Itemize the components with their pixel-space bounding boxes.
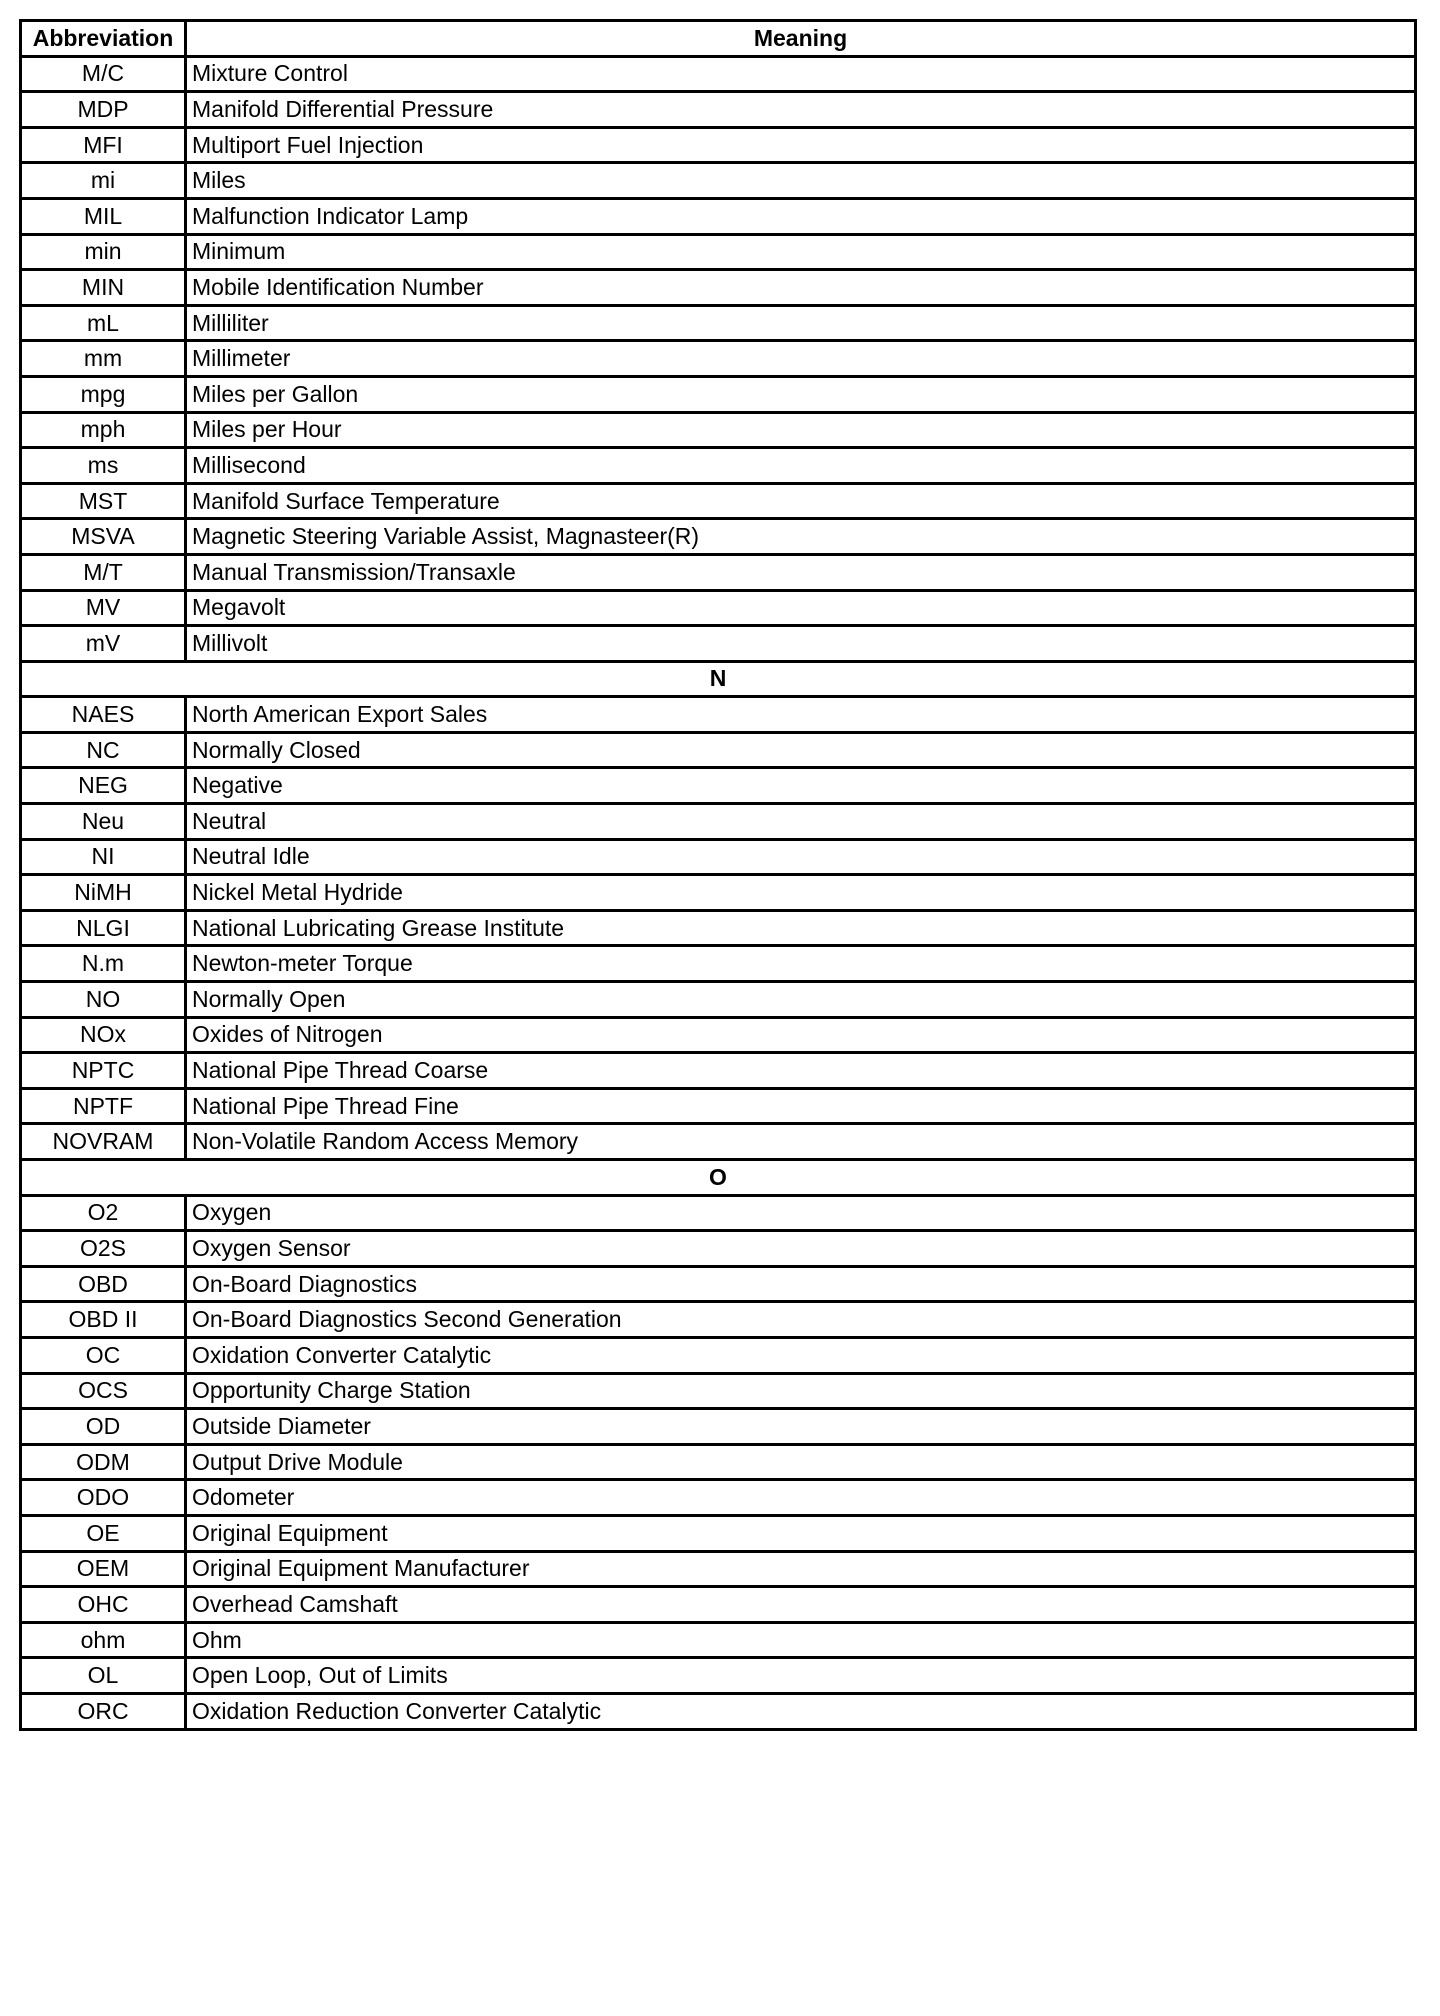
column-header-abbreviation: Abbreviation [21,21,186,57]
table-row [21,305,1416,341]
meaning-cell: Minimum [186,234,1416,270]
abbreviation-cell: NLGI [21,910,186,946]
abbreviation-cell: NAES [21,697,186,733]
table-row [21,554,1416,590]
abbreviation-cell: M/T [21,554,186,590]
abbreviation-cell: ms [21,448,186,484]
table-row [21,1195,1416,1231]
table-row [21,412,1416,448]
table-row [21,1409,1416,1445]
table-row [21,270,1416,306]
section-header-row [21,661,1416,697]
meaning-cell: Oxygen Sensor [186,1231,1416,1267]
abbreviation-cell: MST [21,483,186,519]
table-row [21,1587,1416,1623]
meaning-cell: Miles per Hour [186,412,1416,448]
meaning-cell: On-Board Diagnostics Second Generation [186,1302,1416,1338]
meaning-cell: Negative [186,768,1416,804]
meaning-cell: Manual Transmission/Transaxle [186,554,1416,590]
table-row [21,1124,1416,1160]
table-row [21,1444,1416,1480]
abbreviation-cell: O2 [21,1195,186,1231]
table-row [21,1017,1416,1053]
meaning-cell: Normally Open [186,982,1416,1018]
abbreviation-cell: mi [21,163,186,199]
meaning-cell: Ohm [186,1622,1416,1658]
meaning-cell: Original Equipment Manufacturer [186,1551,1416,1587]
meaning-cell: Millisecond [186,448,1416,484]
table-row [21,92,1416,128]
meaning-cell: Normally Closed [186,732,1416,768]
abbreviation-table-container [19,19,1417,1731]
meaning-cell: Mixture Control [186,56,1416,92]
header-row [21,21,1416,57]
meaning-cell: Output Drive Module [186,1444,1416,1480]
abbreviation-cell: OL [21,1658,186,1694]
abbreviation-cell: OHC [21,1587,186,1623]
meaning-cell: Millivolt [186,626,1416,662]
table-header [21,21,1416,57]
section-header-letter: N [21,661,1416,697]
abbreviation-cell: OBD II [21,1302,186,1338]
meaning-cell: Millimeter [186,341,1416,377]
abbreviation-cell: mph [21,412,186,448]
abbreviation-cell: ORC [21,1693,186,1729]
abbreviation-cell: NPTF [21,1088,186,1124]
meaning-cell: Multiport Fuel Injection [186,127,1416,163]
section-header-letter: O [21,1160,1416,1196]
abbreviation-cell: O2S [21,1231,186,1267]
table-row [21,1658,1416,1694]
abbreviation-cell: MV [21,590,186,626]
meaning-cell: Oxides of Nitrogen [186,1017,1416,1053]
table-row [21,626,1416,662]
meaning-cell: Oxygen [186,1195,1416,1231]
table-row [21,56,1416,92]
abbreviation-cell: mV [21,626,186,662]
abbreviation-cell: OC [21,1337,186,1373]
abbreviation-cell: NEG [21,768,186,804]
table-row [21,804,1416,840]
table-row [21,1480,1416,1516]
meaning-cell: Manifold Surface Temperature [186,483,1416,519]
meaning-cell: Manifold Differential Pressure [186,92,1416,128]
abbreviation-cell: NPTC [21,1053,186,1089]
abbreviation-cell: MIN [21,270,186,306]
table-row [21,590,1416,626]
table-row [21,1515,1416,1551]
meaning-cell: Nickel Metal Hydride [186,875,1416,911]
meaning-cell: Oxidation Converter Catalytic [186,1337,1416,1373]
table-row [21,697,1416,733]
meaning-cell: Original Equipment [186,1515,1416,1551]
abbreviation-cell: MIL [21,198,186,234]
table-row [21,1551,1416,1587]
abbreviation-cell: NO [21,982,186,1018]
table-row [21,483,1416,519]
column-header-meaning: Meaning [186,21,1416,57]
table-row [21,910,1416,946]
table-row [21,1302,1416,1338]
table-row [21,1231,1416,1267]
meaning-cell: Non-Volatile Random Access Memory [186,1124,1416,1160]
meaning-cell: National Pipe Thread Fine [186,1088,1416,1124]
table-row [21,1266,1416,1302]
abbreviation-cell: mL [21,305,186,341]
table-row [21,1337,1416,1373]
table-row [21,1693,1416,1729]
meaning-cell: Neutral [186,804,1416,840]
table-row [21,198,1416,234]
meaning-cell: Opportunity Charge Station [186,1373,1416,1409]
abbreviation-cell: NI [21,839,186,875]
meaning-cell: Odometer [186,1480,1416,1516]
table-row [21,163,1416,199]
section-header-row [21,1160,1416,1196]
abbreviation-cell: MSVA [21,519,186,555]
table-row [21,1622,1416,1658]
abbreviation-cell: OCS [21,1373,186,1409]
abbreviation-cell: mpg [21,376,186,412]
abbreviation-cell: OE [21,1515,186,1551]
table-row [21,946,1416,982]
meaning-cell: Malfunction Indicator Lamp [186,198,1416,234]
meaning-cell: Miles [186,163,1416,199]
table-row [21,127,1416,163]
abbreviation-cell: MFI [21,127,186,163]
table-row [21,839,1416,875]
abbreviation-cell: NC [21,732,186,768]
abbreviation-cell: NiMH [21,875,186,911]
table-row [21,519,1416,555]
table-row [21,982,1416,1018]
abbreviation-table [19,19,1417,1731]
table-row [21,732,1416,768]
abbreviation-cell: ohm [21,1622,186,1658]
table-row [21,768,1416,804]
abbreviation-cell: MDP [21,92,186,128]
meaning-cell: Milliliter [186,305,1416,341]
meaning-cell: National Pipe Thread Coarse [186,1053,1416,1089]
table-row [21,234,1416,270]
table-row [21,341,1416,377]
meaning-cell: Neutral Idle [186,839,1416,875]
meaning-cell: On-Board Diagnostics [186,1266,1416,1302]
table-row [21,1373,1416,1409]
meaning-cell: National Lubricating Grease Institute [186,910,1416,946]
table-row [21,1053,1416,1089]
table-row [21,376,1416,412]
meaning-cell: Magnetic Steering Variable Assist, Magnasteer(R) [186,519,1416,555]
meaning-cell: Miles per Gallon [186,376,1416,412]
abbreviation-cell: ODM [21,1444,186,1480]
meaning-cell: Newton-meter Torque [186,946,1416,982]
abbreviation-cell: ODO [21,1480,186,1516]
meaning-cell: Open Loop, Out of Limits [186,1658,1416,1694]
meaning-cell: Megavolt [186,590,1416,626]
abbreviation-cell: OEM [21,1551,186,1587]
table-row [21,448,1416,484]
meaning-cell: North American Export Sales [186,697,1416,733]
abbreviation-cell: N.m [21,946,186,982]
table-row [21,1088,1416,1124]
abbreviation-cell: NOx [21,1017,186,1053]
abbreviation-cell: M/C [21,56,186,92]
abbreviation-cell: OBD [21,1266,186,1302]
abbreviation-cell: Neu [21,804,186,840]
table-body [21,56,1416,1729]
table-row [21,875,1416,911]
meaning-cell: Mobile Identification Number [186,270,1416,306]
abbreviation-cell: min [21,234,186,270]
abbreviation-cell: NOVRAM [21,1124,186,1160]
abbreviation-cell: OD [21,1409,186,1445]
meaning-cell: Outside Diameter [186,1409,1416,1445]
abbreviation-cell: mm [21,341,186,377]
meaning-cell: Oxidation Reduction Converter Catalytic [186,1693,1416,1729]
meaning-cell: Overhead Camshaft [186,1587,1416,1623]
